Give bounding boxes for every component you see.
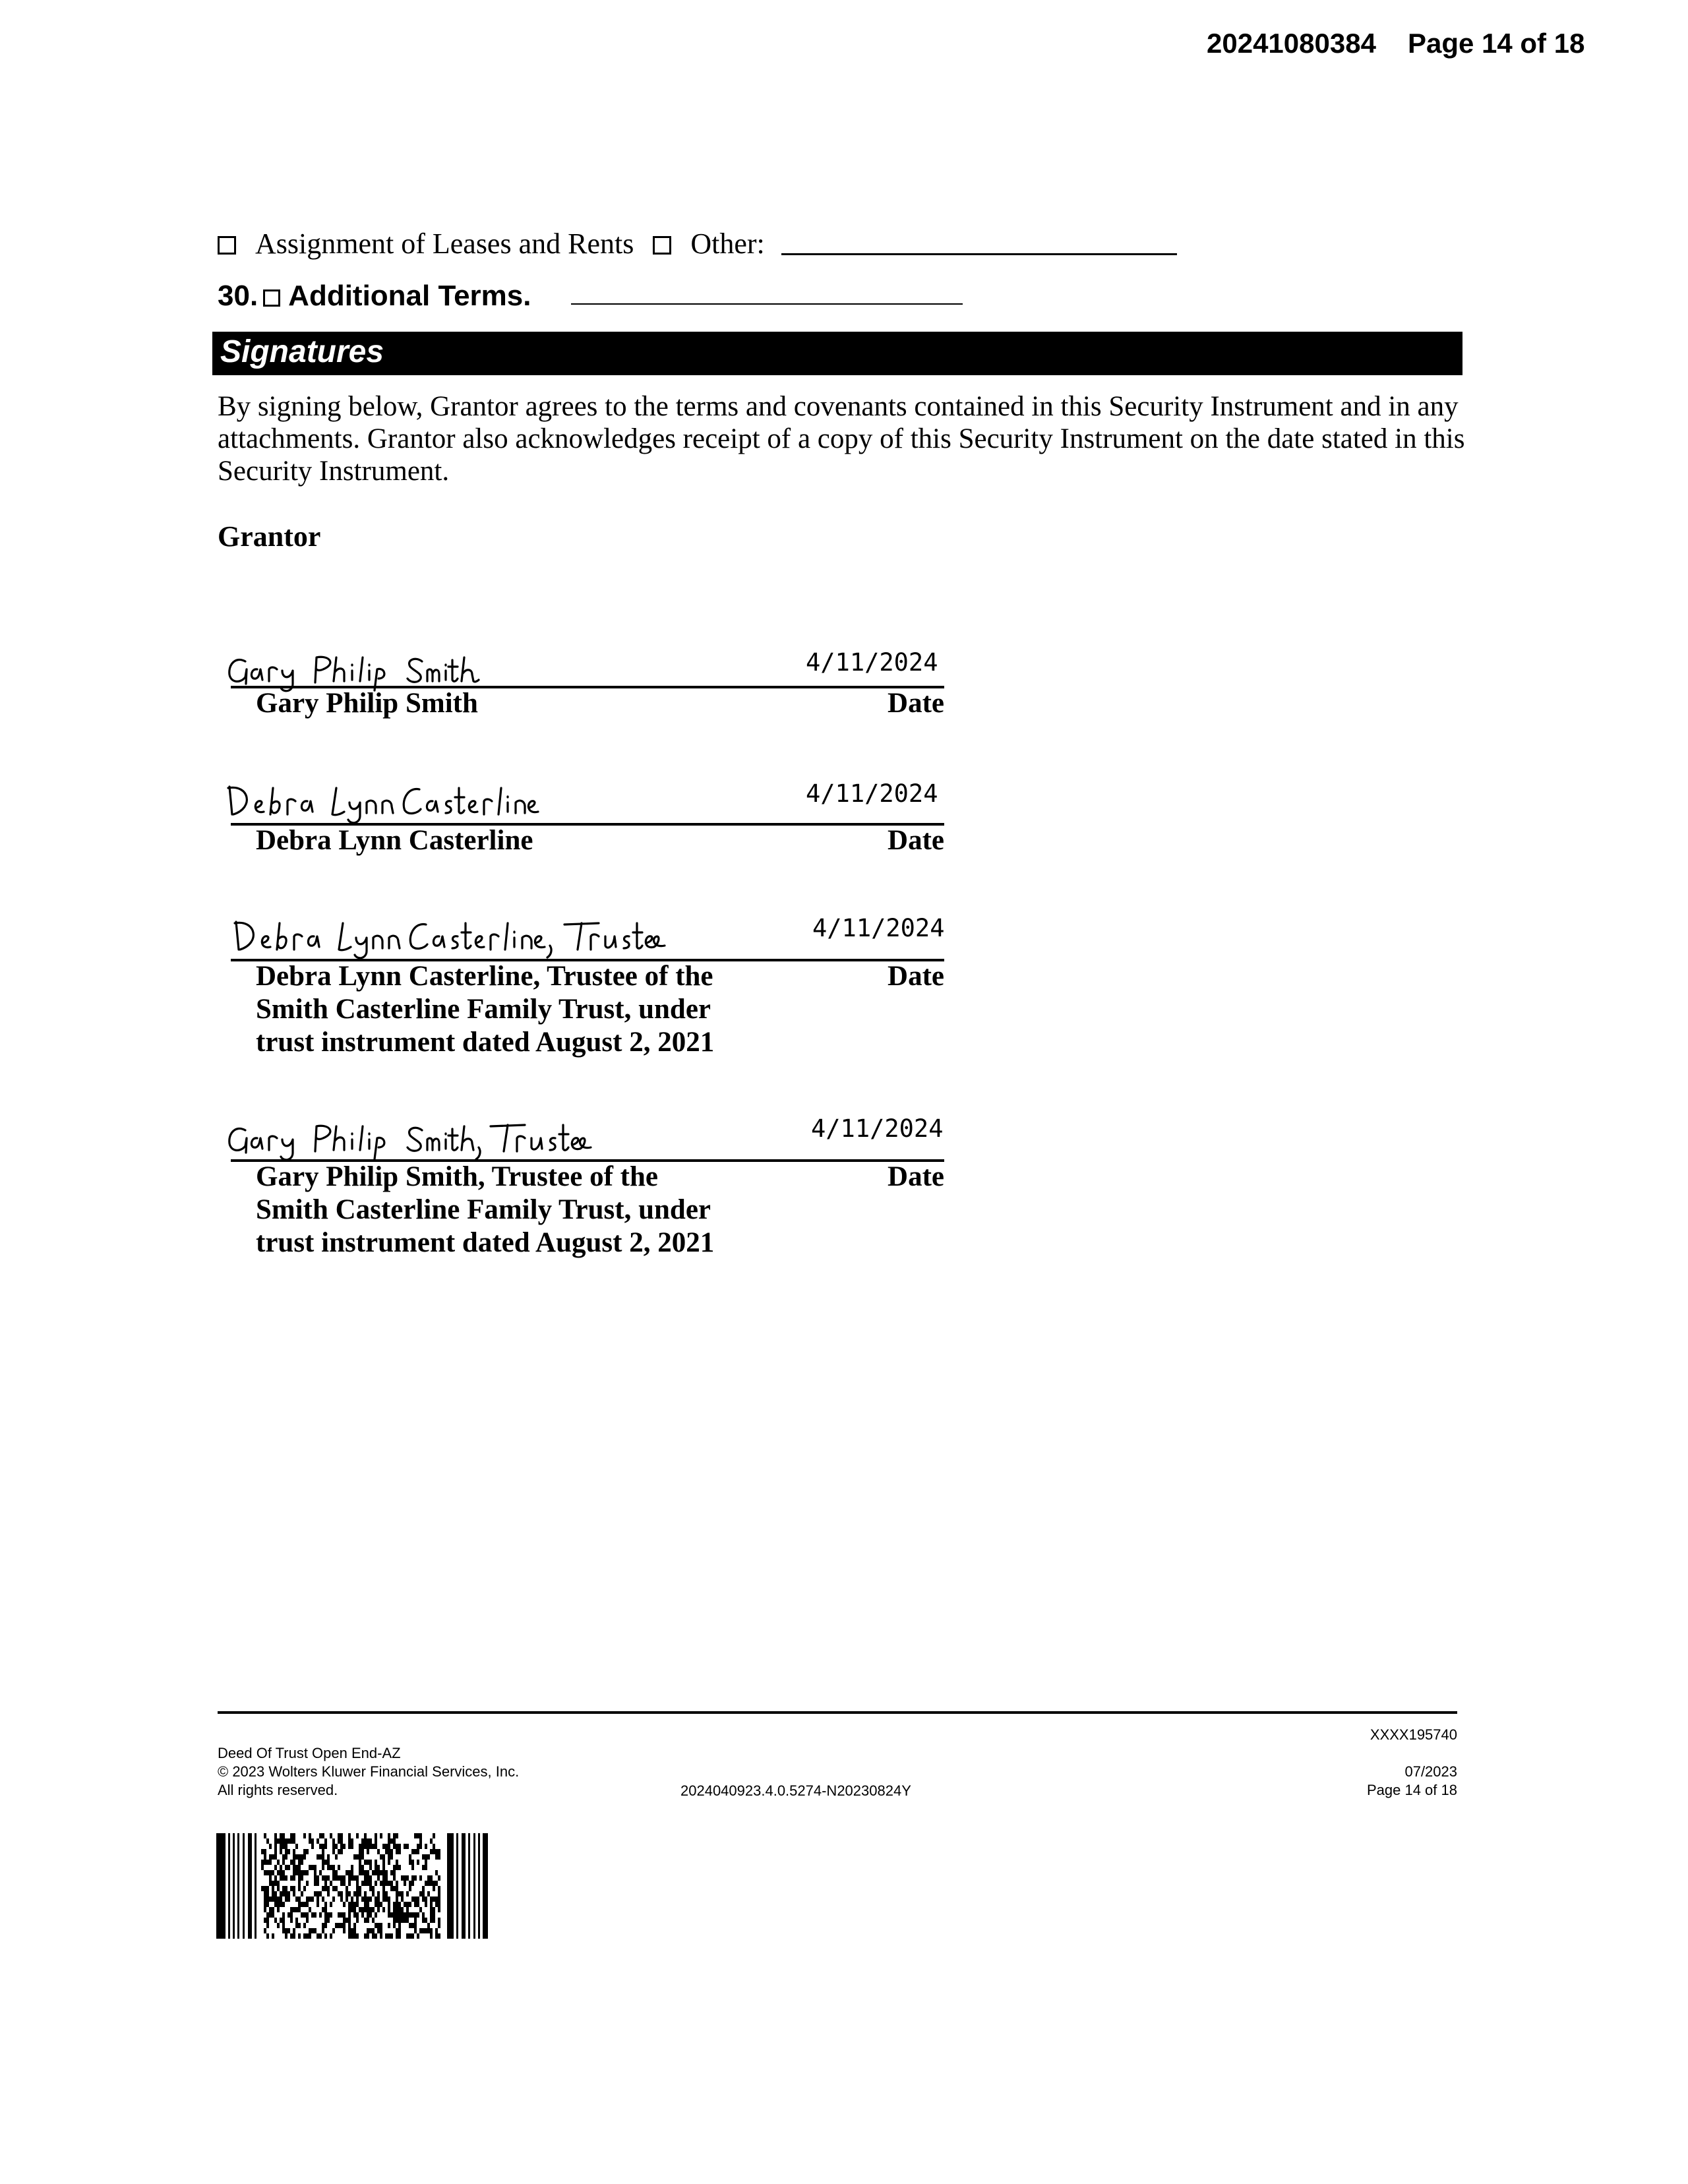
footer-account-number: XXXX195740 (1370, 1726, 1457, 1743)
assignment-label: Assignment of Leases and Rents (255, 228, 634, 260)
date-label: Date (888, 688, 944, 719)
signer-name (256, 687, 757, 720)
footer-form-date: 07/2023 (1404, 1763, 1457, 1780)
footer-rights: All rights reserved. (218, 1782, 338, 1798)
signature-date: 4/11/2024 (812, 914, 945, 942)
signatures-title: Signatures (220, 334, 384, 369)
grantor-label: Grantor (218, 520, 321, 553)
footer-account-info (1367, 1726, 1457, 1800)
other-blank-line (781, 253, 1177, 255)
signer-name (256, 960, 757, 1059)
signer-name-line: trust instrument dated August 2, 2021 (256, 1227, 715, 1258)
handwritten-signature (229, 917, 665, 963)
date-label: Date (888, 961, 944, 992)
signer-name (256, 1161, 757, 1259)
signer-name-line: Debra Lynn Casterline (256, 825, 533, 856)
additional-terms-checkbox[interactable] (263, 289, 280, 307)
signer-name (256, 824, 757, 857)
signer-name-line: Smith Casterline Family Trust, under (256, 994, 711, 1025)
other-checkbox[interactable] (653, 236, 671, 255)
date-label: Date (888, 1161, 944, 1192)
footer-document-code: 2024040923.4.0.5274-N20230824Y (680, 1782, 911, 1799)
document-number: 20241080384 (1207, 28, 1376, 59)
signer-name-line: Smith Casterline Family Trust, under (256, 1194, 711, 1225)
handwritten-signature (223, 781, 539, 828)
signatures-intro: By signing below, Grantor agrees to the terms and covenants contained in this Security Instrument and in any attachments. Grantor also acknowledges receipt of a copy of this Security Instrument on the date stated in this Security Instrument. (218, 391, 1465, 487)
item-30-label: Additional Terms. (288, 280, 531, 312)
footer-copyright: © 2023 Wolters Kluwer Financial Services, Inc. (218, 1763, 520, 1780)
signature-date: 4/11/2024 (806, 779, 938, 808)
signer-name-line: trust instrument dated August 2, 2021 (256, 1027, 715, 1058)
signature-date: 4/11/2024 (811, 1114, 944, 1143)
footer-rule (218, 1711, 1457, 1714)
page-header (1207, 28, 1584, 59)
other-label: Other: (690, 228, 765, 260)
handwritten-signature (224, 1118, 593, 1165)
signature-date: 4/11/2024 (806, 648, 938, 677)
additional-terms-blank-line (571, 303, 963, 305)
pdf417-barcode (216, 1833, 491, 1939)
clause-options-line (218, 227, 765, 260)
assignment-checkbox[interactable] (218, 236, 236, 255)
header-page-label: Page 14 of 18 (1407, 28, 1585, 59)
signatures-section-bar (212, 332, 1462, 375)
item-30-heading (218, 280, 531, 313)
footer-page-label: Page 14 of 18 (1366, 1782, 1457, 1798)
item-30-number: 30. (218, 280, 258, 312)
footer-form-name: Deed Of Trust Open End-AZ (218, 1745, 401, 1761)
signer-name-line: Gary Philip Smith (256, 688, 478, 719)
date-label: Date (888, 825, 944, 856)
signer-name-line: Debra Lynn Casterline, Trustee of the (256, 961, 713, 992)
signer-name-line: Gary Philip Smith, Trustee of the (256, 1161, 658, 1192)
footer-form-info (218, 1744, 519, 1800)
